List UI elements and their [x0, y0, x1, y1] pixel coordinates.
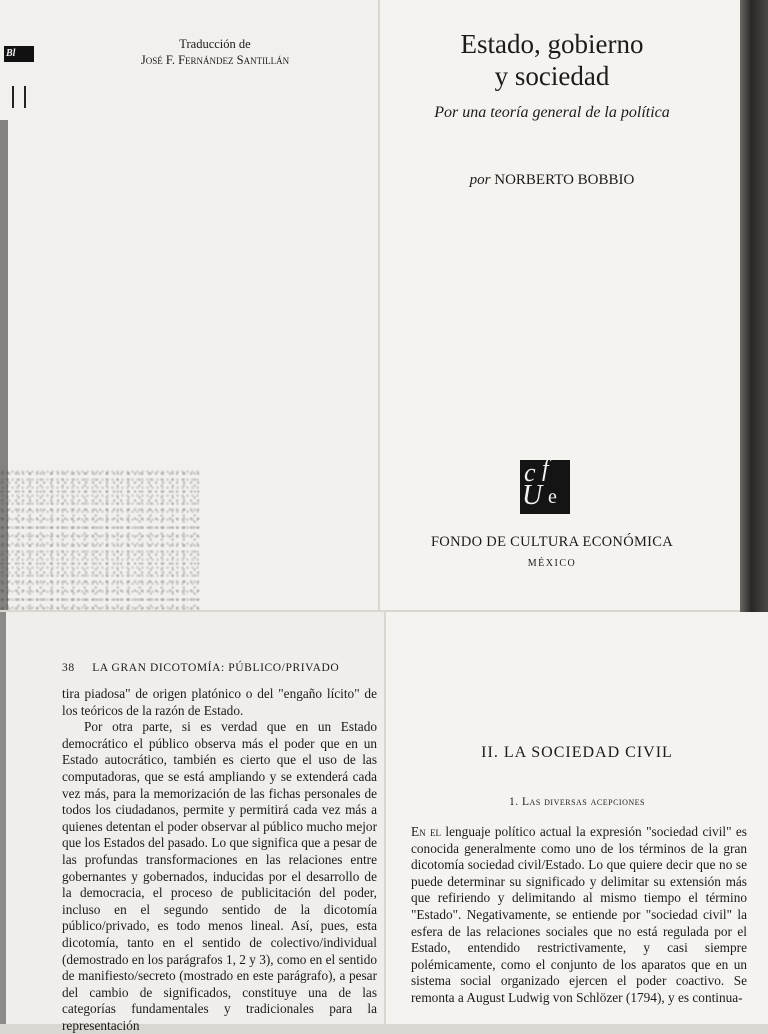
- page-chapter-opening: [386, 612, 768, 1024]
- section-title: 1. Las diversas acepciones: [509, 796, 645, 808]
- logo-glyph-u: U: [522, 480, 543, 511]
- running-header-text: LA GRAN DICOTOMÍA: PÚBLICO/PRIVADO: [92, 662, 340, 674]
- author-name: NORBERTO BOBBIO: [494, 172, 635, 188]
- page-number: 38: [62, 662, 75, 674]
- page-top-left: [0, 0, 378, 610]
- body-text: [411, 824, 747, 1007]
- lead-in: En el: [411, 824, 442, 839]
- publisher-name: FONDO DE CULTURA ECONÓMICA: [430, 534, 674, 550]
- left-edge-shadow: [0, 612, 6, 1024]
- book-title: [380, 28, 724, 92]
- running-header: [62, 662, 339, 674]
- logo-glyph-e: e: [548, 486, 557, 508]
- paragraph: Por otra parte, si es verdad que en un Estado democrático el público observa más el poder que en un Estado autocrático, también es cierto que el uso de las computadoras, que se está ampliando y se extenderá cada vez más, para la memorización de las fichas personales de todos los ciudadanos, permite y permitirá cada vez más a quienes detentan el poder observar al público mucho mejor que los Estados del pasado. Lo que significa que a pesar de las profundas transformaciones en las relaciones entre gobernantes y gobernados, inducidas por el desarrollo de la democracia, el proceso de publicitación del poder, incluso en el segundo sentido de la dicotomía público/privado, es todo menos lineal. Así, pues, esta dicotomía, tanto en el sentido de colectivo/individual (demostrado en los parágrafos 1, 2 y 3), como en el sentido de manifiesto/secreto (mostrado en este parágrafo), a pesar del cambio de significados, constituye una de las categorías fundamentales y tradicionales para la representación: [62, 719, 377, 1033]
- left-edge-shadow: [0, 120, 8, 610]
- title-line-1: Estado, gobierno: [460, 29, 644, 59]
- logo-glyph-c: c: [524, 458, 536, 487]
- book-subtitle: Por una teoría general de la política: [434, 104, 670, 121]
- paragraph: [411, 824, 747, 1007]
- paragraph-text: lenguaje político actual la expresión "sociedad civil" es conocida generalmente como uno de los términos de la gran dicotomía sociedad civil/Estado. Lo que quiere decir que no se puede determinar su significado y delimitar su extensión más que refiriendo y delimitando al mismo tiempo el término "Estado". Negativamente, se entiende por "sociedad civil" la esfera de las relaciones sociales que no está regulada por el Estado, entendido restrictivamente, y casi siempre polémicamente, como el conjunto de los aparatos que en un sistema social organizado ejercen el poder coactivo. Se remonta a August Ludwig von Schlözer (1794), y es continua-: [411, 824, 747, 1005]
- title-line-2: y sociedad: [494, 61, 610, 91]
- translator-name: José F. Fernández Santillán: [140, 53, 290, 67]
- logo-glyph-f: f: [542, 456, 549, 482]
- sidebar-tag: Bl: [4, 46, 34, 62]
- translation-credit: [100, 36, 330, 68]
- page-38: [0, 612, 384, 1033]
- page-title-page: [380, 0, 740, 610]
- right-edge-shadow: [740, 0, 768, 612]
- body-text: [62, 686, 377, 1034]
- margin-bars-mark: [12, 86, 26, 108]
- paragraph: tira piadosa" de origen platónico o del "engaño lícito" de los teóricos de la razón de Estado.: [62, 686, 377, 718]
- author-prefix: por: [469, 172, 491, 188]
- translation-label: Traducción de: [179, 37, 251, 51]
- scan-noise: [0, 470, 200, 610]
- author-line: [380, 172, 724, 189]
- publisher-place: MÉXICO: [527, 558, 577, 569]
- chapter-title: II. LA SOCIEDAD CIVIL: [481, 744, 673, 761]
- publisher-logo: [520, 456, 570, 514]
